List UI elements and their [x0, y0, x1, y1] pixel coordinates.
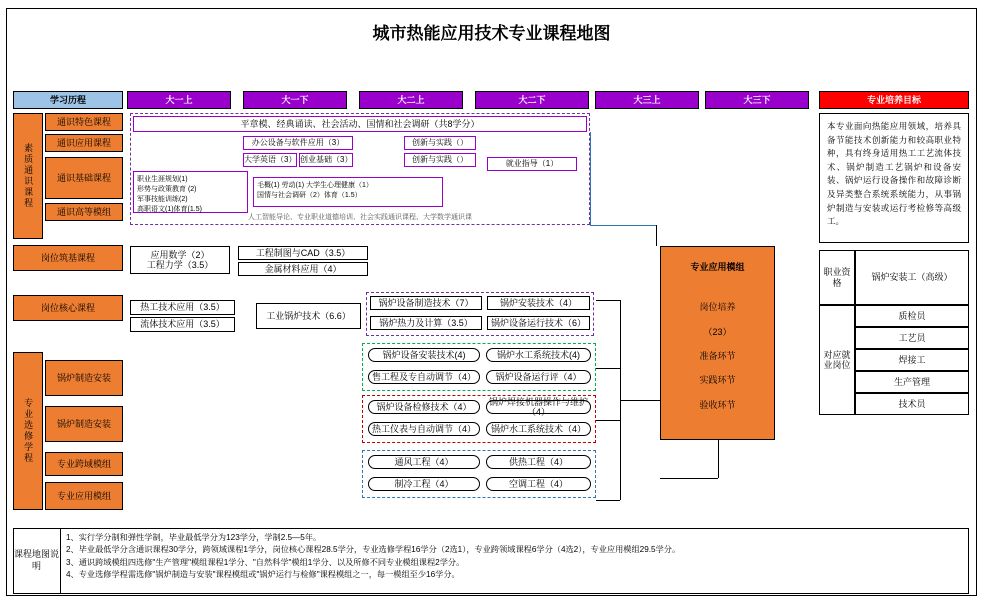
header-term-6: 大三下: [705, 91, 809, 109]
elective-blue-2-1: 制冷工程（4）: [368, 477, 480, 491]
post-item-3: 焊接工: [855, 349, 969, 371]
course-boiler-equipment-manufacture: 锅炉设备制造技术（7）: [370, 296, 482, 310]
category-quality-general-label: 素质通识课程: [23, 143, 34, 209]
post-item-5: 技术员: [855, 393, 969, 415]
elective-red-2-1: 热工仪表与自动调节（4）: [368, 422, 480, 436]
header-term-1: 大一上: [127, 91, 231, 109]
connector-brace-r1: [596, 368, 620, 369]
header-term-4: 大二下: [475, 91, 589, 109]
page-title: 城市热能应用技术专业课程地图: [372, 24, 611, 44]
cert-value: 锅炉安装工（高级）: [855, 250, 969, 305]
course-innovation-practice-1: 创新与实践（）: [404, 136, 476, 150]
basic-left-3: 军事技能训练(2): [137, 196, 188, 203]
elective-blue-2-2: 空调工程（4）: [486, 477, 591, 491]
sub-applied-module: 专业应用模组: [45, 482, 123, 510]
header-learning-path: 学习历程: [13, 91, 123, 109]
connector-bottom-vertical: [718, 440, 719, 478]
general-advanced-note: 人工智能导论、专业职业道德培训、社会实践通识课程、大学数学通识课: [248, 213, 472, 221]
category-post-basic: 岗位筑基课程: [13, 245, 123, 271]
sub-general-basic: 通识基础课程: [45, 157, 123, 199]
basic-left-1: 职业生涯规划(1): [137, 176, 188, 183]
post-item-1: 质检员: [855, 305, 969, 327]
connector-brace-bottom: [596, 500, 620, 501]
category-major-elective: [13, 352, 43, 510]
applied-module-line-4: 实践环节: [699, 375, 736, 386]
course-applied-math-mechanics: [130, 246, 230, 274]
elective-green-1-2: 锅炉水工系统技术(4): [486, 348, 591, 362]
connector-brace-r2: [596, 420, 620, 421]
post-item-4: 生产管理: [855, 371, 969, 393]
course-applied-math: 应用数学（2）: [150, 249, 210, 260]
note-2: 2、毕业最低学分含通识课程30学分，跨领域课程1学分，岗位核心课程28.5学分，专业选修学程16学分（2选1），专业跨领域课程6学分（4选2），专业应用模组29.5学分。: [66, 545, 681, 555]
category-quality-general: [13, 113, 43, 239]
sub-general-apply: 通识应用课程: [45, 134, 123, 152]
course-college-english: 大学英语（3）: [243, 153, 297, 167]
connector-brace-mid: [620, 400, 660, 401]
elective-blue-1-1: 通风工程（4）: [368, 455, 480, 469]
category-major-elective-label: 专业选修学程: [23, 398, 34, 464]
category-post-core: 岗位核心课程: [13, 295, 123, 321]
course-career-guidance: 就业指导（1）: [487, 157, 577, 171]
sub-boiler-manufacture-2: 锅炉制造安装: [45, 406, 123, 442]
elective-green-1-1: 锅炉设备安装技术(4): [368, 348, 480, 362]
general-basic-right: [253, 177, 443, 207]
sub-cross-domain: 专业跨域模组: [45, 452, 123, 476]
course-entrepreneurship: 创业基础（3）: [299, 153, 353, 167]
course-engineering-drawing-cad: 工程制图与CAD（3.5）: [238, 246, 368, 260]
elective-green-2-1: 售工程及专自动调节（4）: [368, 370, 480, 384]
header-term-3: 大二上: [359, 91, 463, 109]
applied-module-box: [660, 246, 775, 440]
cert-label: 职业资格: [819, 250, 855, 305]
course-boiler-operation: 锅炉设备运行技术（6）: [487, 316, 590, 330]
sub-general-advanced: 通识高等模组: [45, 203, 123, 221]
basic-right-1: 毛概(1) 劳动(1) 大学生心理健康（1）: [257, 182, 373, 189]
connector-top-vertical: [656, 225, 657, 246]
goal-text-box: [819, 113, 969, 243]
elective-green-2-2: 锅炉设备运行评（4）: [486, 370, 591, 384]
connector-brace-top: [596, 300, 620, 301]
basic-right-2: 国情与社会调研（2）体育（1.5）: [257, 192, 362, 199]
connector-bottom-horizontal: [660, 478, 718, 479]
notes-content: [66, 532, 964, 590]
note-3: 3、通识跨域模组四选修"生产管理"模组课程1学分、"自然科学"模组1学分、以及所修不同专业模组课程2学分。: [66, 557, 465, 567]
course-metal-material: 金属材料应用（4）: [238, 262, 368, 276]
basic-left-2: 形势与政策教育 (2): [137, 186, 197, 193]
course-boiler-thermal-calc: 锅炉热力及计算（3.5）: [370, 316, 482, 330]
applied-module-line-1: 岗位培养: [699, 302, 736, 313]
notes-label: 课程地图说明: [13, 528, 61, 594]
course-industrial-boiler: 工业锅炉技术（6.6）: [256, 303, 361, 329]
basic-left-4: 高职语文(1)体育(1.5): [137, 206, 202, 213]
header-goal: 专业培养目标: [819, 91, 969, 109]
course-boiler-install-tech: 锅炉安装技术（4）: [487, 296, 590, 310]
course-fluid-tech: 流体技术应用（3.5）: [130, 317, 235, 332]
general-basic-left: [133, 171, 248, 213]
header-term-5: 大三上: [595, 91, 699, 109]
connector-top-left-vertical: [590, 132, 591, 225]
course-thermal-tech: 热工技术应用（3.5）: [130, 300, 235, 315]
elective-blue-1-2: 供热工程（4）: [486, 455, 591, 469]
course-office-software: 办公设备与软件应用（3）: [243, 136, 353, 150]
elective-red-1-1: 锅炉设备检修技术（4）: [368, 400, 480, 414]
applied-module-line-3: 准备环节: [699, 351, 736, 361]
post-label: 对应就业岗位: [819, 305, 855, 415]
connector-top-horizontal: [590, 225, 656, 226]
note-1: 1、实行学分制和弹性学制，毕业最低学分为123学分，学制2.5—5年。: [66, 533, 322, 542]
elective-red-1-2: 锅炉焊接机器操作与维护（4）: [486, 400, 591, 414]
applied-module-line-5: 验收环节: [699, 399, 736, 410]
elective-red-2-2: 锅炉水工系统技术（4）: [486, 422, 591, 436]
applied-module-title: 专业应用模组: [690, 261, 745, 272]
goal-text: 本专业面向热能应用领域，培养具备节能技术创新能力和较高职业特种，具有终身适用热工工艺流体技术、锅炉制造工艺锅炉和设备安装、锅炉运行设备操作和故障诊断及异类整合系统系统能力，从事锅炉制造与安装或运行考检修等高级工。: [827, 121, 961, 227]
general-top-banner: 平章模、经典诵读、社会活动、国情和社会调研（共8学分）: [133, 116, 587, 132]
post-item-2: 工艺员: [855, 327, 969, 349]
sub-boiler-manufacture-1: 锅炉制造安装: [45, 360, 123, 396]
note-4: 4、专业选修学程需选修"锅炉制造与安装"课程模组或"锅炉运行与检修"课程模组之一，每一模组至少16学分。: [66, 569, 460, 579]
header-term-2: 大一下: [243, 91, 347, 109]
applied-module-line-2: （23）: [703, 326, 732, 337]
course-innovation-practice-2: 创新与实践（）: [404, 153, 476, 167]
course-engineering-mechanics: 工程力学（3.5）: [146, 260, 214, 270]
sub-general-feature: 通识特色课程: [45, 113, 123, 131]
